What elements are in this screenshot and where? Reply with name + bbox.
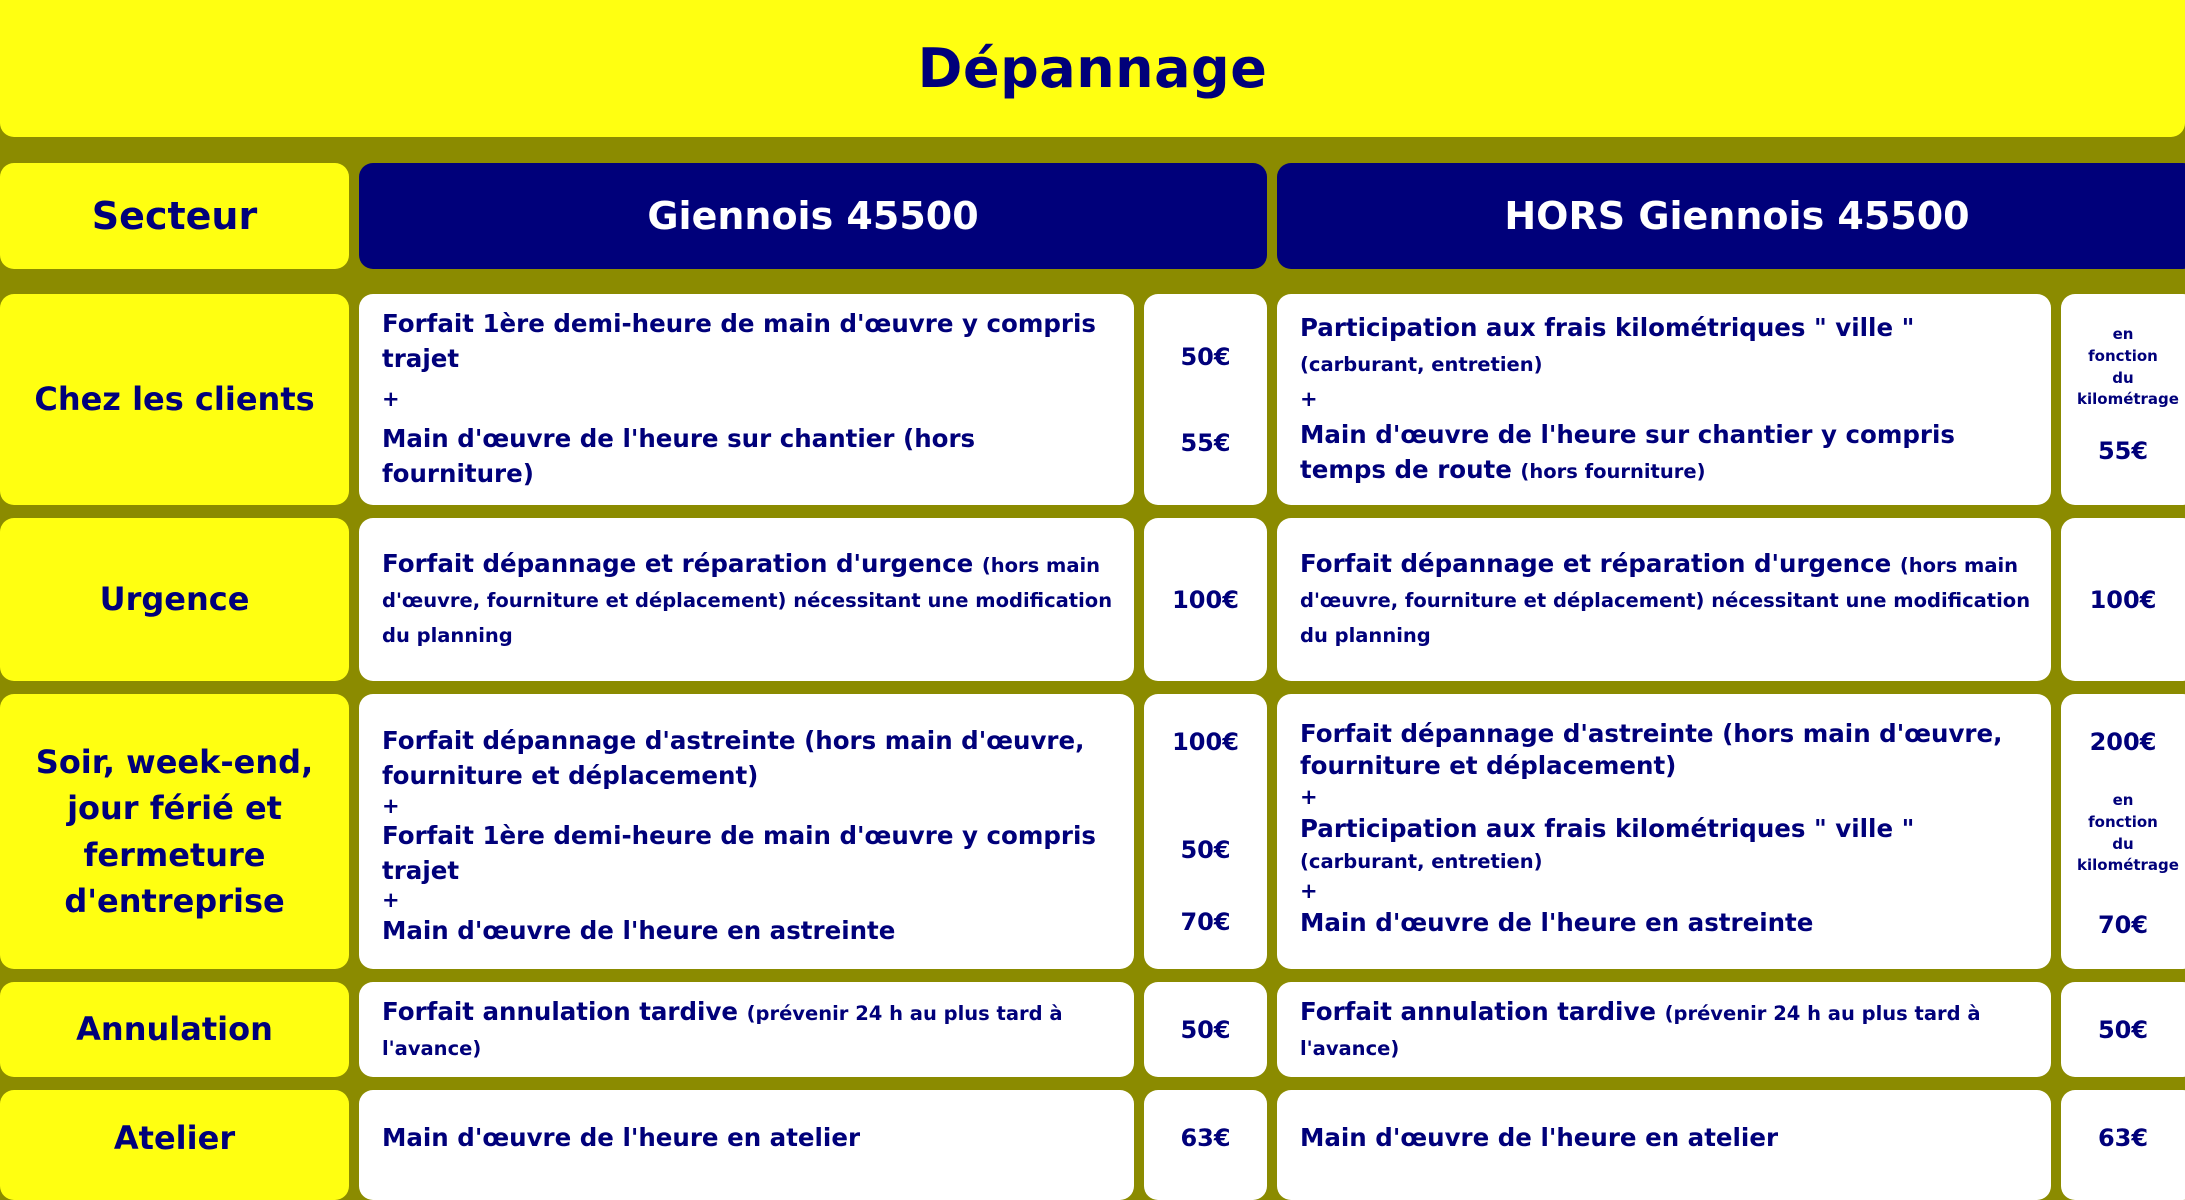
plus-sign: + — [382, 793, 400, 818]
clients-hors-line2: Main d'œuvre de l'heure sur chantier y compris temps de route — [1300, 420, 1955, 484]
annulation-giennois-note: (prévenir 24 h au plus tard à l'avance) — [382, 1001, 1063, 1060]
annulation-hors-prices — [2061, 982, 2185, 1077]
row-label-soir: Soir, week-end, jour férié et fermeture d'entreprise — [0, 694, 349, 969]
clients-giennois-line1: Forfait 1ère demi-heure de main d'œuvre y compris trajet — [382, 309, 1096, 374]
atelier-hors-prices — [2061, 1090, 2185, 1200]
soir-giennois-prices — [1144, 694, 1267, 969]
soir-hors-price1: 200€ — [2089, 728, 2157, 756]
clients-giennois-price2: 55€ — [1180, 428, 1231, 457]
soir-giennois-description — [359, 694, 1134, 969]
clients-hors-price2: 55€ — [2097, 437, 2149, 465]
atelier-giennois-description — [359, 1090, 1134, 1200]
clients-giennois-prices — [1144, 294, 1267, 505]
soir-hors-prices — [2061, 694, 2185, 969]
soir-giennois-price3: 70€ — [1180, 908, 1231, 936]
clients-hors-description — [1277, 294, 2051, 505]
atelier-giennois-price1: 63€ — [1180, 1124, 1231, 1152]
urgence-hors-line1: Forfait dépannage et réparation d'urgence — [1300, 549, 1892, 579]
clients-giennois-description — [359, 294, 1134, 505]
urgence-hors-description — [1277, 518, 2051, 681]
annulation-hors-price1: 50€ — [2097, 1015, 2149, 1044]
hors-giennois-header-label: HORS Giennois 45500 — [1504, 194, 1970, 238]
giennois-header-label: Giennois 45500 — [647, 194, 979, 238]
soir-hors-price2: en fonction du kilométrage — [2077, 791, 2179, 875]
clients-hors-line1: Participation aux frais kilométriques " ville " — [1300, 313, 1915, 343]
urgence-giennois-line1: Forfait dépannage et réparation d'urgence — [382, 549, 974, 579]
soir-hors-line1: Forfait dépannage d'astreinte (hors main d'œuvre, fourniture et déplacement) — [1300, 719, 2003, 780]
atelier-hors-line1: Main d'œuvre de l'heure en atelier — [1300, 1122, 1779, 1152]
annulation-giennois-description — [359, 982, 1134, 1077]
urgence-giennois-prices — [1144, 518, 1267, 681]
annulation-giennois-line1: Forfait annulation tardive — [382, 996, 739, 1026]
urgence-hors-prices — [2061, 518, 2185, 681]
soir-giennois-line2: Forfait 1ère demi-heure de main d'œuvre y compris trajet — [382, 820, 1096, 885]
sector-header — [0, 163, 349, 269]
plus-sign: + — [1300, 784, 1318, 809]
urgence-giennois-description — [359, 518, 1134, 681]
annulation-hors-note: (prévenir 24 h au plus tard à l'avance) — [1300, 1001, 1981, 1060]
row-label-atelier: Atelier — [0, 1090, 349, 1200]
urgence-hors-note: (hors main d'œuvre, fourniture et déplacement) nécessitant une modification du planning — [1300, 554, 2031, 647]
urgence-giennois-note: (hors main d'œuvre, fourniture et déplacement) nécessitant une modification du planning — [382, 554, 1113, 647]
plus-sign: + — [1300, 879, 1318, 904]
annulation-giennois-prices — [1144, 982, 1267, 1077]
row-label-urgence: Urgence — [0, 518, 349, 681]
hors-giennois-header — [1277, 163, 2185, 269]
plus-sign: + — [1300, 386, 1318, 411]
plus-sign: + — [382, 888, 400, 913]
atelier-hors-description — [1277, 1090, 2051, 1200]
sector-label: Secteur — [91, 194, 258, 238]
soir-hors-description — [1277, 694, 2051, 969]
soir-hors-line2-note: (carburant, entretien) — [1300, 850, 1543, 874]
plus-sign: + — [382, 386, 400, 411]
clients-hors-line1-note: (carburant, entretien) — [1300, 353, 1543, 377]
atelier-giennois-prices — [1144, 1090, 1267, 1200]
row-label-clients: Chez les clients — [0, 294, 349, 505]
row-label-annulation: Annulation — [0, 982, 349, 1077]
clients-giennois-line2: Main d'œuvre de l'heure sur chantier (hors fourniture) — [382, 424, 976, 488]
clients-giennois-price1: 50€ — [1180, 342, 1231, 371]
urgence-hors-price1: 100€ — [2089, 585, 2157, 614]
title-banner — [0, 0, 2185, 137]
annulation-hors-line1: Forfait annulation tardive — [1300, 996, 1657, 1026]
soir-hors-line3: Main d'œuvre de l'heure en astreinte — [1300, 908, 1814, 938]
clients-hors-line2-note: (hors fourniture) — [1520, 459, 1706, 483]
atelier-giennois-line1: Main d'œuvre de l'heure en atelier — [382, 1122, 861, 1152]
annulation-giennois-price1: 50€ — [1180, 1015, 1231, 1044]
clients-hors-price1: en fonction du kilométrage — [2077, 325, 2179, 409]
page-title: Dépannage — [917, 37, 1268, 100]
giennois-header — [359, 163, 1267, 269]
clients-hors-prices — [2061, 294, 2185, 505]
soir-giennois-price1: 100€ — [1172, 728, 1239, 756]
annulation-hors-description — [1277, 982, 2051, 1077]
soir-giennois-price2: 50€ — [1180, 836, 1231, 864]
soir-hors-line2: Participation aux frais kilométriques " ville " — [1300, 813, 1915, 843]
soir-giennois-line3: Main d'œuvre de l'heure en astreinte — [382, 915, 896, 945]
urgence-giennois-price1: 100€ — [1172, 585, 1239, 614]
soir-hors-price3: 70€ — [2097, 911, 2149, 939]
soir-giennois-line1: Forfait dépannage d'astreinte (hors main d'œuvre, fourniture et déplacement) — [382, 726, 1085, 790]
atelier-hors-price1: 63€ — [2097, 1124, 2149, 1152]
